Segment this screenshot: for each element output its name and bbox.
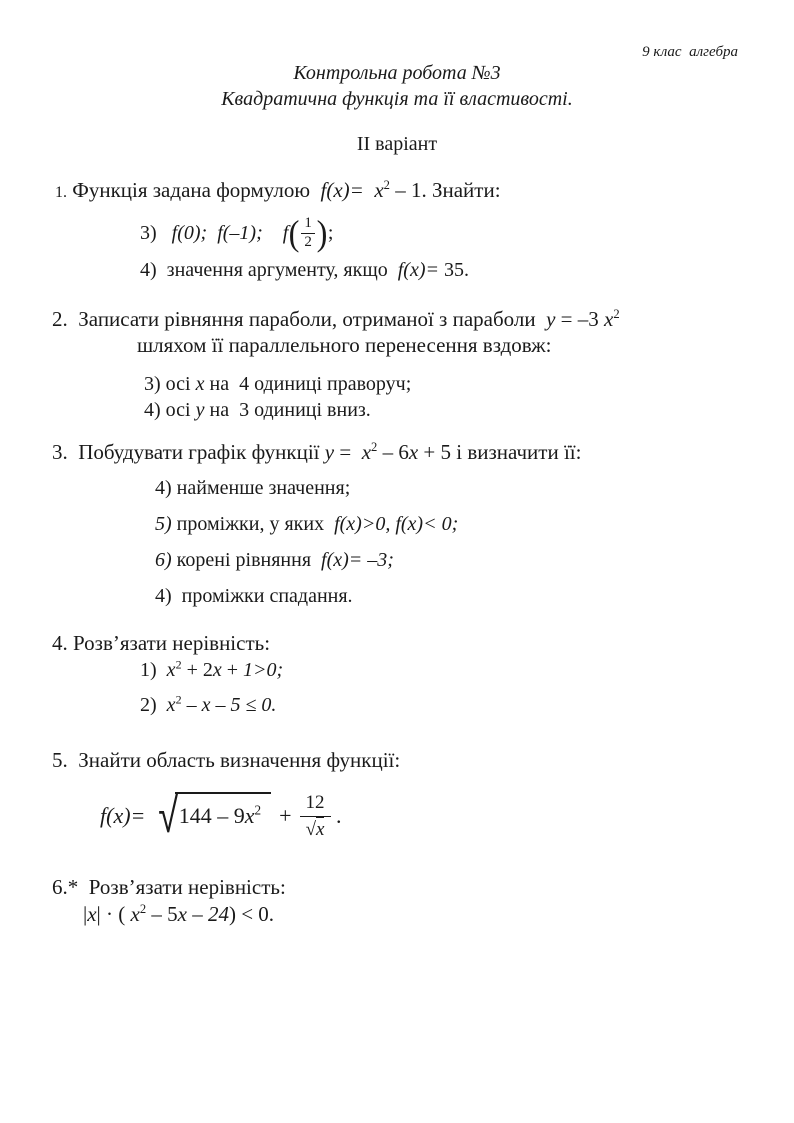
x-variable: x [363,178,384,202]
question-3-item-5 [155,511,794,537]
minus: – [186,902,208,926]
question-2-item-3 [144,371,794,397]
x-variable: x [177,902,187,926]
x-variable: x [316,818,325,840]
fraction-12-over-sqrt-x [300,792,331,841]
item-post: на 3 одиниці вниз. [204,399,371,421]
question-5 [0,747,794,773]
radicand [175,792,271,829]
abs-bar: | [83,902,88,926]
question-1-item-3 [140,213,794,253]
question-1-text [55,177,794,206]
y-variable: y [195,399,205,421]
item-text: корені рівняння [171,549,322,571]
equation-expression: f(x)= –3; [321,549,394,571]
f-values-expression: f(0); f(–1); [156,222,263,244]
radicand-pre: 144 – 9 [178,803,245,828]
item-label: 1) [140,659,157,681]
page-title: Контрольна робота №3 [293,62,501,84]
question-4-text [52,630,794,656]
question-3-number: 3. [52,440,68,464]
exponent: 2 [613,307,620,321]
header-course-note: 9 клас алгебра [642,44,738,60]
x-variable: x [156,694,176,716]
x-variable: x [156,659,176,681]
exponent: 2 [175,657,182,672]
item-pre: осі [160,399,196,421]
item-post: на 4 одиниці праворуч; [204,373,412,395]
equation-middle: = –3 [555,307,605,331]
item-label: 4) [140,259,157,281]
sqrt-radical-icon: √ [158,788,179,844]
item-text: проміжки, у яких [171,513,335,535]
question-3 [0,439,794,609]
x-variable: x [212,659,222,681]
item-label: 5) [155,513,172,535]
inequality-tail: 1>0; [243,659,284,681]
question-1-items [55,213,794,283]
item-text: значення аргументу, якщо [156,259,398,281]
exponent: 2 [139,902,147,916]
item-label: 4) [144,399,161,421]
fraction-numerator: 12 [300,792,331,817]
expression-middle: – 5 [146,902,178,926]
inequality-tail: – 5 ≤ 0. [210,694,277,716]
question-3-text [52,439,794,465]
fx-expression: f(x)= [320,178,364,202]
question-2-text-line2: шляхом її параллельного перенесення вздовж: [137,333,552,357]
x-variable: x [361,440,372,464]
question-4-item-1 [140,657,794,683]
abs-bar: | [96,902,101,926]
item-text: проміжки спадання. [171,585,353,607]
end-dot: . [330,803,342,828]
fraction-denominator [300,817,331,841]
plus: + [279,803,292,828]
page-subtitle: Квадратична функція та її властивості. [221,88,573,110]
x-variable: x [195,373,205,395]
question-3-intro: Побудувати графік функції [67,440,325,464]
x-variable: x [201,694,211,716]
question-6-text [52,874,794,900]
value: 35. [439,259,469,281]
question-1-intro: Функція задана формулою [67,178,321,202]
exponent: 2 [371,440,378,454]
variant-label: ІІ варіант [356,133,438,155]
x-variable: x [130,902,140,926]
inequality-tail: ) < 0. [228,902,275,926]
question-3-item-4 [155,475,794,501]
question-4-intro: Розв’язати нерівність: [67,631,271,655]
question-5-text [52,747,794,773]
expression-middle: – 6 [377,440,409,464]
fraction-numerator: 1 [301,216,315,234]
item-label: 3) [144,373,161,395]
exponent: 2 [383,178,390,192]
item-text: найменше значення; [171,477,351,499]
question-2-text [52,306,794,332]
item-label: 4) [155,477,172,499]
question-4-number: 4. [52,631,68,655]
fraction-one-half [301,216,315,251]
question-3-item-7 [155,583,794,609]
question-2-item-4 [144,397,794,423]
f-symbol: f [282,222,289,244]
multiply-open-paren: · ( [100,902,131,926]
square-root [155,788,271,844]
semicolon: ; [327,222,334,244]
question-2 [0,306,794,423]
question-1 [0,177,794,283]
sqrt-radical-icon: √ [305,818,316,840]
question-4 [0,630,794,718]
question-5-intro: Знайти область визначення функції: [67,748,401,772]
item-label: 4) [155,585,172,607]
y-variable: y [546,307,556,331]
item-label: 3) [140,222,157,244]
fx-expression: f(x)= [100,803,146,828]
right-paren: ) [316,213,328,253]
left-paren: ( [288,213,300,253]
question-1-number: 1. [55,184,67,201]
question-2-intro: Записати рівняння параболи, отриманої з параболи [67,307,547,331]
plus: + [221,659,244,681]
fx-expression: f(x)= [397,259,439,281]
question-3-tail: + 5 і визначити її: [418,440,582,464]
constant-24: 24 [207,902,229,926]
question-1-item-4 [140,257,794,283]
question-6-number: 6.* [52,875,79,899]
x-variable: x [244,803,255,828]
question-4-items [52,657,794,718]
question-3-items [52,475,794,609]
question-6-intro: Розв’язати нерівність: [78,875,286,899]
question-2-number: 2. [52,307,68,331]
question-2-items [52,371,794,423]
exponent: 2 [254,802,262,818]
expression-middle: + 2 [181,659,213,681]
item-label: 2) [140,694,157,716]
x-variable: x [604,307,614,331]
gap [263,220,283,246]
question-1-tail: – 1. Знайти: [389,178,501,202]
item-label: 6) [155,549,172,571]
question-4-item-2 [140,692,794,718]
x-variable: x [408,440,419,464]
expression-middle: – [181,694,202,716]
equals: = [334,440,362,464]
fraction-denominator: 2 [304,233,312,250]
question-6 [0,874,794,900]
item-pre: осі [160,373,196,395]
question-5-formula [0,785,794,847]
x-variable: x [87,902,97,926]
question-3-item-6 [155,547,794,573]
question-6-expression [0,902,794,927]
y-variable: y [324,440,335,464]
question-5-number: 5. [52,748,68,772]
exponent: 2 [175,692,182,707]
inequality-expression: f(x)>0, f(x)< 0; [334,513,459,535]
